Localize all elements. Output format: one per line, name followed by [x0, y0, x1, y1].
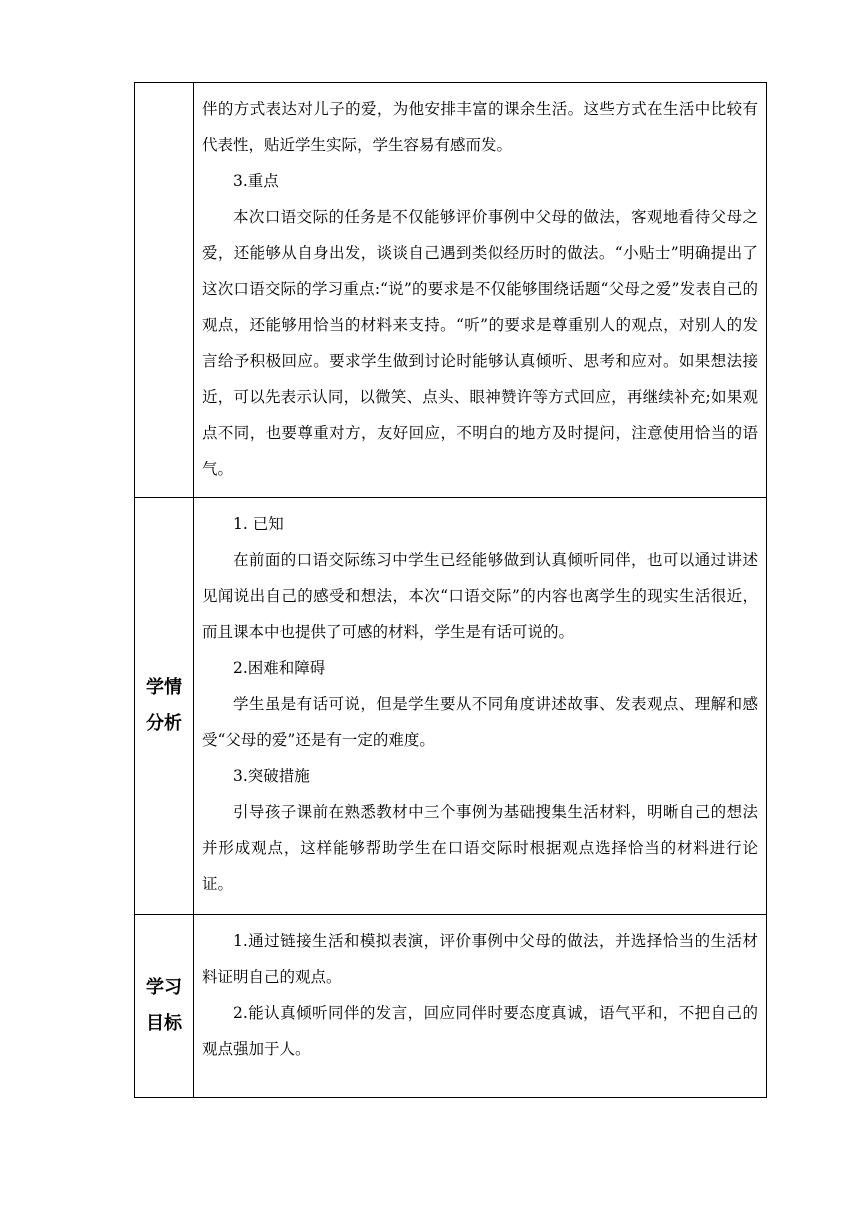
paragraph: 在前面的口语交际练习中学生已经能够做到认真倾听同伴，也可以通过讲述见闻说出自己的感受和想法，本次“口语交际”的内容也离学生的现实生活很近，而且课本中也提供了可感的材料，学生是有话可说的。	[202, 551, 758, 641]
section-heading: 3.重点	[233, 172, 279, 190]
table-row	[135, 83, 767, 498]
paragraph: 2.能认真倾听同伴的发言，回应同伴时要态度真诚，语气平和，不把自己的观点强加于人。	[202, 1004, 758, 1058]
row-label-cell	[135, 915, 194, 1098]
lesson-plan-table	[134, 82, 767, 1098]
row-label: 学习目标	[146, 977, 182, 1034]
row-content-cell	[194, 83, 767, 498]
row-content-cell	[194, 915, 767, 1098]
table-row	[135, 498, 767, 915]
row-label-cell	[135, 83, 194, 498]
section-heading: 3.突破措施	[233, 767, 310, 785]
paragraph: 本次口语交际的任务是不仅能够评价事例中父母的做法，客观地看待父母之爱，还能够从自身出发，谈谈自己遇到类似经历时的做法。“小贴士”明确提出了这次口语交际的学习重点:“说”的要求是不仅能够围绕话题“父母之爱”发表自己的观点，还能够用恰当的材料来支持。“听”的要求是尊重别人的观点，对别人的发言给予积极回应。要求学生做到讨论时能够认真倾听、思考和应对。如果想法接近，可以先表示认同，以微笑、点头、眼神赞许等方式回应，再继续补充;如果观点不同，也要尊重对方，友好回应，不明白的地方及时提问，注意使用恰当的语气。	[202, 208, 758, 478]
paragraph: 引导孩子课前在熟悉教材中三个事例为基础搜集生活材料，明晰自己的想法并形成观点，这样能够帮助学生在口语交际时根据观点选择恰当的材料进行论证。	[202, 803, 758, 893]
paragraph: 伴的方式表达对儿子的爱，为他安排丰富的课余生活。这些方式在生活中比较有代表性，贴近学生实际，学生容易有感而发。	[202, 100, 758, 154]
table-row	[135, 915, 767, 1098]
section-heading: 1. 已知	[233, 515, 284, 533]
row-label-cell	[135, 498, 194, 915]
section-heading: 2.困难和障碍	[233, 659, 326, 677]
row-label: 学情分析	[146, 677, 182, 734]
paragraph: 学生虽是有话可说，但是学生要从不同角度讲述故事、发表观点、理解和感受“父母的爱”还是有一定的难度。	[202, 695, 758, 749]
paragraph: 1.通过链接生活和模拟表演，评价事例中父母的做法，并选择恰当的生活材料证明自己的观点。	[202, 932, 758, 986]
row-content-cell	[194, 498, 767, 915]
